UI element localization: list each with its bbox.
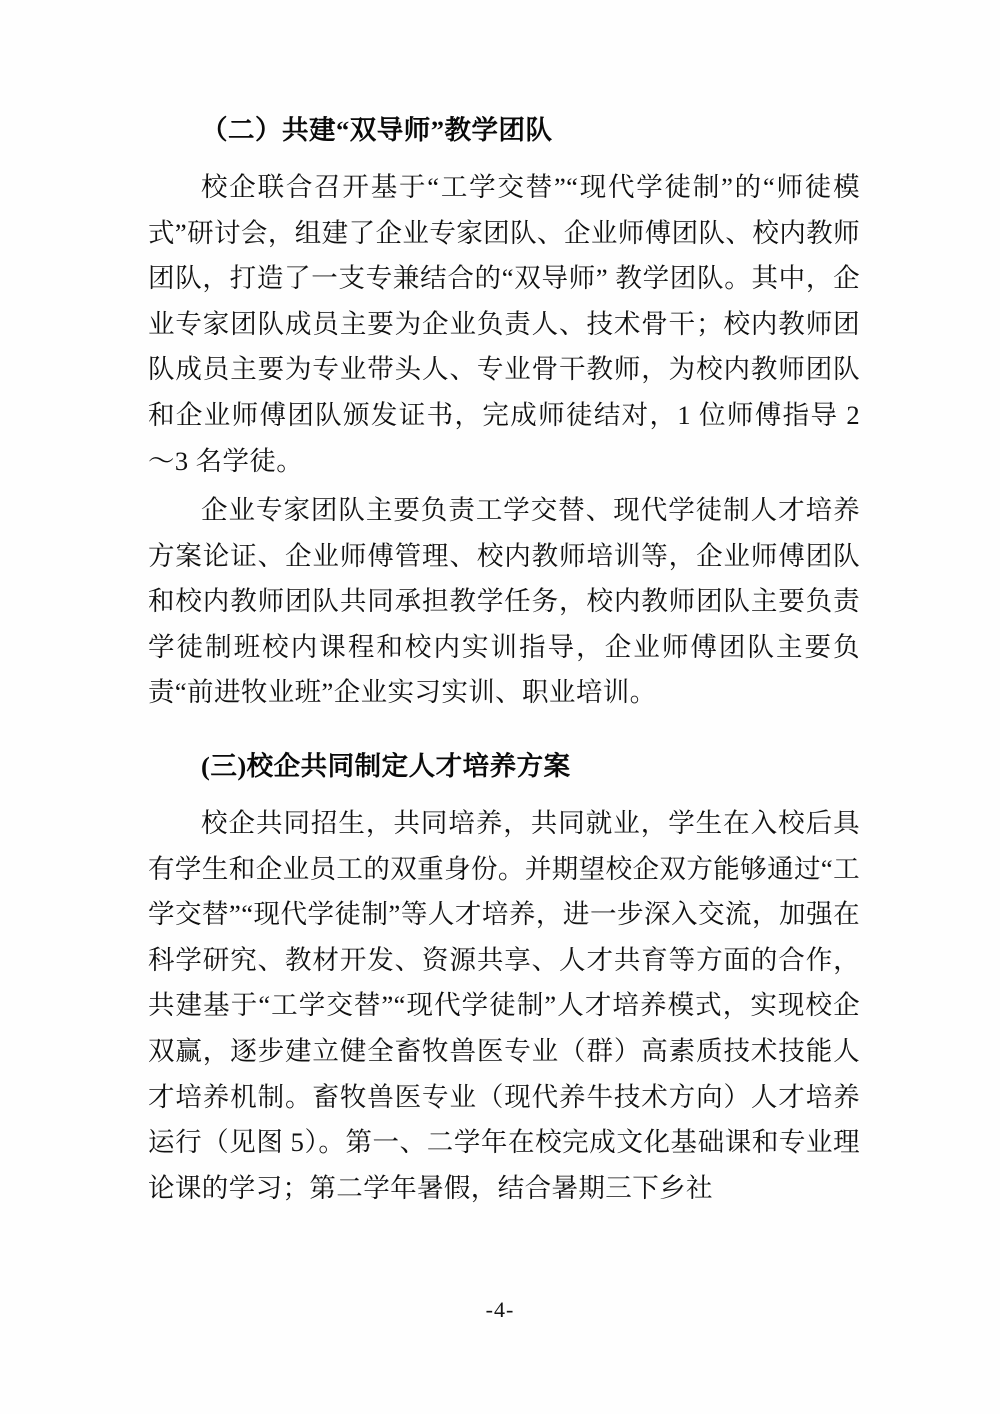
page-number: -4- [485,1297,515,1322]
section-three-paragraph-1: 校企共同招生，共同培养，共同就业，学生在入校后具有学生和企业员工的双重身份。并期望校企双方能够通过“工学交替”“现代学徒制”等人才培养，进一步深入交流，加强在科学研究、教材开发、资源共享、人才共育等方面的合作，共建基于“工学交替”“现代学徒制”人才培养模式，实现校企双赢，逐步建立健全畜牧兽医专业（群）高素质技术技能人才培养机制。畜牧兽医专业（现代养牛技术方向）人才培养运行（见图 5）。第一、二学年在校完成文化基础课和专业理论课的学习；第二学年暑假，结合暑期三下乡社 [148,808,860,1203]
section-two-paragraph-2: 企业专家团队主要负责工学交替、现代学徒制人才培养方案论证、企业师傅管理、校内教师培训等，企业师傅团队和校内教师团队共同承担教学任务，校内教师团队主要负责学徒制班校内课程和校内实训指导，企业师傅团队主要负责“前进牧业班”企业实习实训、职业培训。 [148,495,860,708]
page-content [148,110,860,1211]
section-heading-two: （二）共建“双导师”教学团队 [201,115,553,145]
section-two-paragraph-1: 校企联合召开基于“工学交替”“现代学徒制”的“师徒模式”研讨会，组建了企业专家团队、企业师傅团队、校内教师团队，打造了一支专兼结合的“双导师” 教学团队。其中，企业专家团队成员主要为企业负责人、技术骨干；校内教师团队成员主要为专业带头人、专业骨干教师，为校内教师团队和企业师傅团队颁发证书，完成师徒结对，1 位师傅指导 2～3 名学徒。 [148,172,860,476]
section-divider-space [148,720,860,736]
section-heading-three: (三)校企共同制定人才培养方案 [201,751,571,781]
